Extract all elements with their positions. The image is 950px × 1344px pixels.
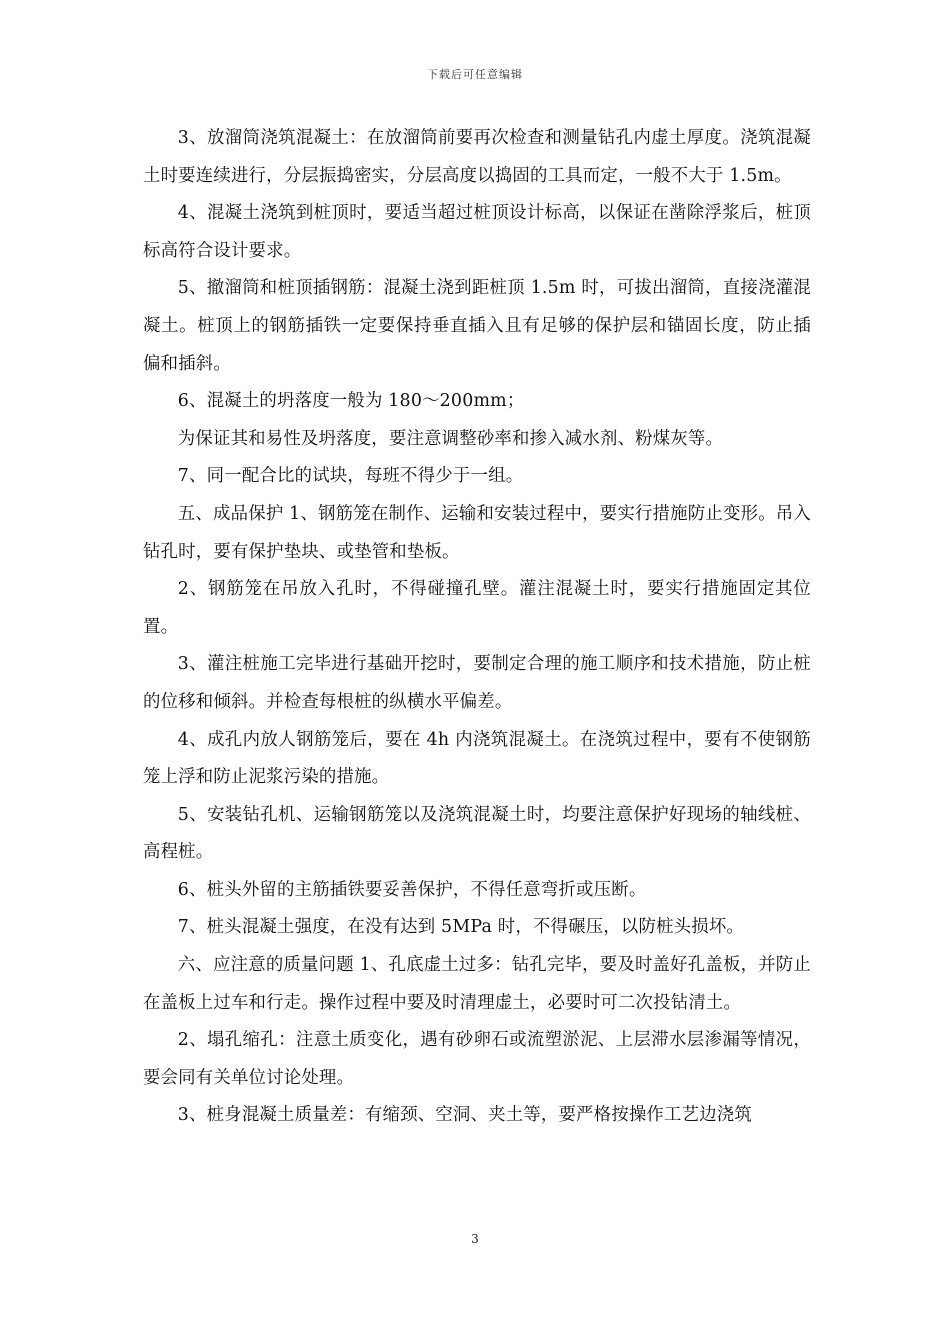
paragraph-4-pile-top: 4、混凝土浇筑到桩顶时，要适当超过桩顶设计标高，以保证在凿除浮浆后，桩顶标高符合设计要求。 [143,203,811,261]
paragraph-section-6-quality: 六、应注意的质量问题 1、孔底虚土过多：钻孔完毕，要及时盖好孔盖板，并防止在盖板上过车和行走。操作过程中要及时清理虚土，必要时可二次投钻清土。 [143,955,811,1013]
paragraph-protection-6: 6、桩头外留的主筋插铁要妥善保护，不得任意弯折或压断。 [177,879,647,900]
paragraph-protection-7: 7、桩头混凝土强度，在没有达到 5MPa 时，不得碾压，以防桩头损坏。 [177,917,745,938]
page-number: 3 [471,1232,479,1246]
paragraph-protection-2: 2、钢筋笼在吊放入孔时，不得碰撞孔壁。灌注混凝土时，要实行措施固定其位置。 [143,579,811,637]
paragraph-3-pour-concrete: 3、放溜筒浇筑混凝土：在放溜筒前要再次检查和测量钻孔内虚土厚度。浇筑混凝土时要连续进行，分层振捣密实，分层高度以捣固的工具而定，一般不大于 1.5m。 [143,128,811,186]
paragraph-6-slump: 6、混凝土的坍落度一般为 180～200mm； [177,391,525,412]
paragraph-protection-5: 5、安装钻孔机、运输钢筋笼以及浇筑混凝土时，均要注意保护好现场的轴线桩、高程桩。 [143,804,811,863]
paragraph-protection-4: 4、成孔内放人钢筋笼后，要在 4h 内浇筑混凝土。在浇筑过程中，要有不使钢筋笼上浮和防止泥浆污染的措施。 [143,729,811,788]
paragraph-workability: 为保证其和易性及坍落度，要注意调整砂率和掺入减水剂、粉煤灰等。 [177,428,724,449]
paragraph-quality-2: 2、塌孔缩孔：注意土质变化，遇有砂卵石或流塑淤泥、上层滞水层渗漏等情况，要会同有关单位讨论处理。 [143,1030,811,1088]
paragraph-7-test-blocks: 7、同一配合比的试块，每班不得少于一组。 [177,466,524,487]
page-header: 下载后可任意编辑 [427,68,523,81]
document-body [143,120,811,1135]
paragraph-quality-3: 3、桩身混凝土质量差：有缩颈、空洞、夹土等，要严格按操作工艺边浇筑 [177,1105,752,1126]
paragraph-section-5-protection: 五、成品保护 1、钢筋笼在制作、运输和安装过程中，要实行措施防止变形。吊入钻孔时，要有保护垫块、或垫管和垫板。 [143,503,811,562]
paragraph-protection-3: 3、灌注桩施工完毕进行基础开挖时，要制定合理的施工顺序和技术措施，防止桩的位移和倾斜。并检查每根桩的纵横水平偏差。 [143,654,811,712]
paragraph-5-remove-chute: 5、撤溜筒和桩顶插钢筋：混凝土浇到距桩顶 1.5m 时，可拔出溜筒，直接浇灌混凝土。桩顶上的钢筋插铁一定要保持垂直插入且有足够的保护层和锚固长度，防止插偏和插斜。 [143,278,811,374]
